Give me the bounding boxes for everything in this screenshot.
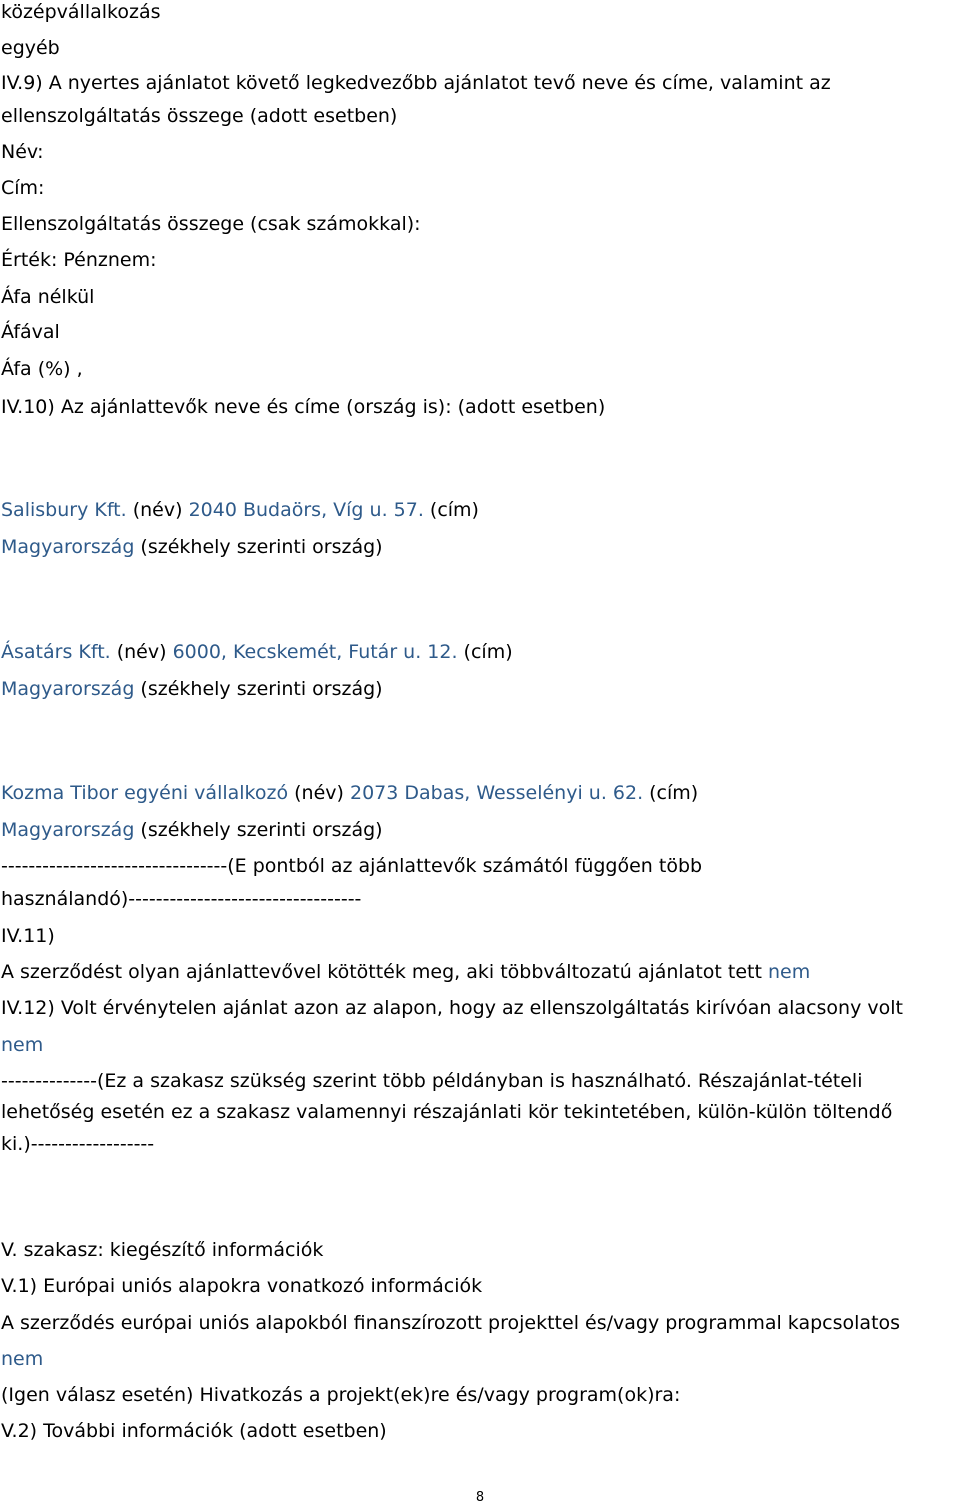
section-note: lehetőség esetén ez a szakasz valamennyi részajánlati kör tekintetében, külön-külön töltendő [1,1101,893,1123]
bidder-country-line [1,677,383,701]
field-label-amount: Ellenszolgáltatás összege (csak számokkal): [1,213,421,235]
iv11-answer: nem [767,961,811,983]
label-country: (székhely szerinti ország) [134,536,383,558]
field-label-without-vat: Áfa nélkül [1,286,95,308]
label-name: (név) [126,499,189,521]
label-address: (cím) [643,782,699,804]
section-note: használandó)---------------------------------- [1,888,362,910]
field-label-name: Név: [1,141,44,163]
bidder-country-line [1,535,383,559]
field-label-with-vat: Áfával [1,321,60,343]
section-note: ki.)------------------ [1,1133,155,1155]
v1-reference: (Igen válasz esetén) Hivatkozás a projekt(ek)re és/vagy program(ok)ra: [1,1384,681,1406]
bidder-address: 2073 Dabas, Wesselényi u. 62. [350,782,644,804]
section-heading-v2: V.2) További információk (adott esetben) [1,1420,387,1442]
page-number: 8 [475,1490,485,1505]
bidder-name: Ásatárs Kft. [1,641,111,663]
label-name: (név) [110,641,173,663]
iv11-text: A szerződést olyan ajánlattevővel kötötték meg, aki többváltozatú ajánlatot tett [1,961,768,983]
bidder-name-address [1,498,479,522]
bidder-country: Magyarország [1,819,135,841]
section-heading-v: V. szakasz: kiegészítő információk [1,1239,324,1261]
bidder-name: Kozma Tibor egyéni vállalkozó [1,782,289,804]
section-note: ---------------------------------(E pontból az ajánlattevők számától függően több [1,855,703,877]
bidder-name-address [1,640,513,664]
section-heading-v1: V.1) Európai uniós alapokra vonatkozó információk [1,1275,483,1297]
section-heading-iv11: IV.11) [1,925,55,947]
field-label-vat-percent: Áfa (%) , [1,358,83,380]
field-label-address: Cím: [1,177,45,199]
label-country: (székhely szerinti ország) [134,678,383,700]
field-label-value-currency: Érték: Pénznem: [1,249,157,271]
section-heading-iv10: IV.10) Az ajánlattevők neve és címe (ország is): (adott esetben) [1,396,606,418]
label-address: (cím) [457,641,513,663]
text-line: ellenszolgáltatás összege (adott esetben) [1,105,398,127]
section-note: --------------(Ez a szakasz szükség szerint több példányban is használható. Részajánlat-tételi [1,1070,863,1092]
bidder-address: 2040 Budaörs, Víg u. 57. [188,499,424,521]
v1-answer: nem [1,1348,44,1370]
text-line: középvállalkozás [1,1,161,23]
label-address: (cím) [423,499,479,521]
bidder-country: Magyarország [1,678,135,700]
bidder-country: Magyarország [1,536,135,558]
text-line: egyéb [1,37,60,59]
bidder-name: Salisbury Kft. [1,499,127,521]
bidder-country-line [1,818,383,842]
label-name: (név) [288,782,350,804]
section-heading-iv12: IV.12) Volt érvénytelen ajánlat azon az alapon, hogy az ellenszolgáltatás kirívóan alacsony volt [1,997,903,1019]
bidder-name-address [1,781,698,805]
v1-text: A szerződés európai uniós alapokból finanszírozott projekttel és/vagy programmal kapcsolatos [1,1312,901,1334]
bidder-address: 6000, Kecskemét, Futár u. 12. [172,641,458,663]
label-country: (székhely szerinti ország) [134,819,383,841]
section-heading-iv9: IV.9) A nyertes ajánlatot követő legkedvezőbb ajánlatot tevő neve és címe, valamint az [1,72,831,94]
iv11-line [1,960,810,984]
iv12-answer: nem [1,1034,44,1056]
